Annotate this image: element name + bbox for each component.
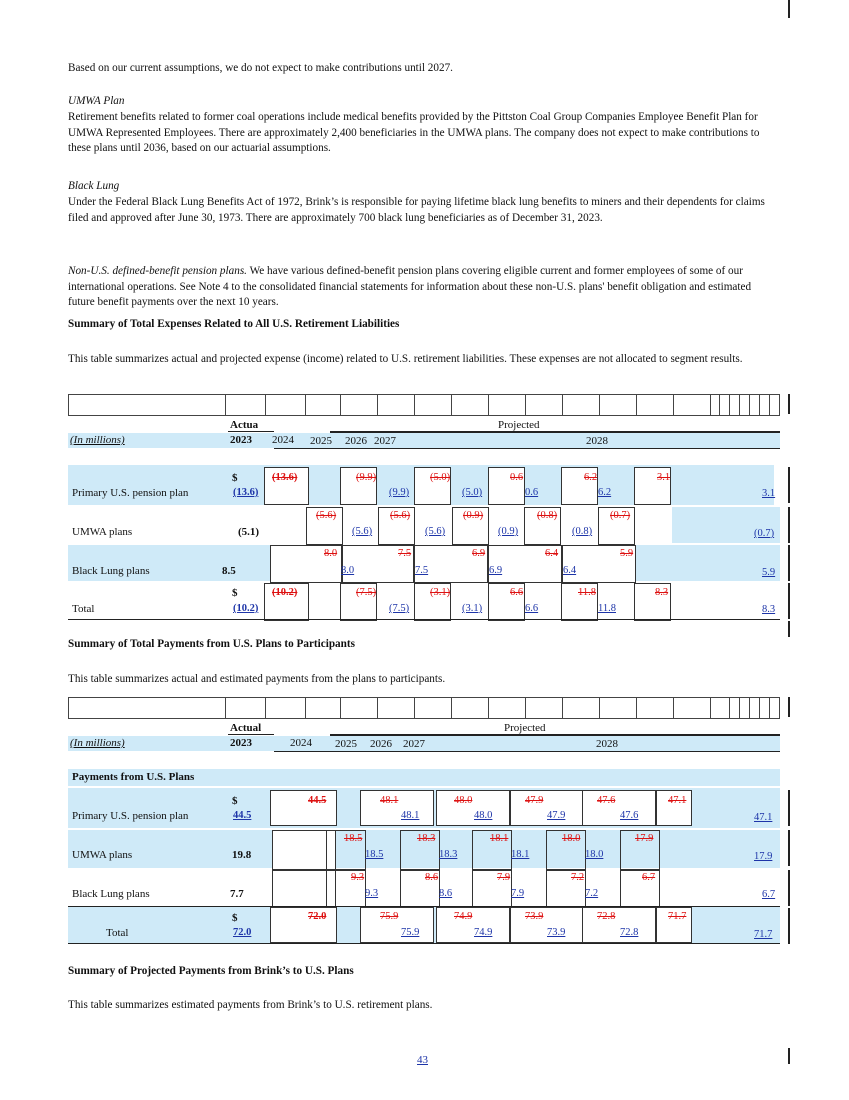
struck-value: (13.6): [272, 472, 298, 483]
payments-grid-row: [68, 697, 780, 719]
payments-year-2023: 2023: [230, 737, 252, 749]
payments-year-2025: 2025: [335, 738, 357, 750]
inserted-value: 48.0: [474, 810, 493, 821]
struck-value: 3.1: [657, 472, 671, 483]
change-bar: [788, 467, 790, 503]
inserted-value: 6.4: [563, 565, 577, 576]
change-bar: [788, 697, 790, 717]
struck-value: (5.0): [430, 472, 451, 483]
inserted-value: (5.0): [462, 487, 483, 498]
payments-year-2027: 2027: [403, 738, 425, 750]
expenses-grid-row: [68, 394, 780, 416]
struck-value: 11.8: [578, 587, 596, 598]
inserted-value: (0.9): [498, 526, 519, 537]
expenses-actual-value: 8.5: [222, 565, 236, 577]
struck-value: 44.5: [308, 795, 327, 806]
struck-value: 73.9: [525, 911, 544, 922]
change-bar: [788, 1048, 790, 1064]
struck-value: 6.2: [584, 472, 598, 483]
expenses-year-2027: 2027: [374, 435, 396, 447]
payments-actual-header: Actual: [230, 722, 262, 734]
inserted-value: (0.7): [754, 528, 775, 539]
change-bar: [788, 870, 790, 906]
expenses-row-label: Total: [72, 603, 95, 615]
inserted-value: 7.2: [585, 888, 599, 899]
struck-value: 18.5: [344, 833, 363, 844]
change-bar: [788, 583, 790, 619]
inserted-value: 48.1: [401, 810, 420, 821]
payments-actual-value: 72.0: [233, 927, 252, 938]
struck-value: 0.6: [510, 472, 524, 483]
struck-value: 6.9: [472, 548, 486, 559]
struck-value: 7.2: [571, 872, 585, 883]
expenses-actual-value: (5.1): [238, 526, 260, 538]
struck-value: (10.2): [272, 587, 298, 598]
struck-value: 6.6: [510, 587, 524, 598]
struck-value: 47.6: [597, 795, 616, 806]
payments-table-title: Summary of Total Payments from U.S. Plans to Participants: [68, 638, 355, 650]
inserted-value: 72.8: [620, 927, 639, 938]
change-bar: [788, 830, 790, 866]
inserted-value: (0.8): [572, 526, 593, 537]
dollar-sign: $: [232, 912, 238, 924]
struck-value: (0.9): [463, 510, 484, 521]
inserted-value: 47.9: [547, 810, 566, 821]
inserted-value: 74.9: [474, 927, 493, 938]
black-lung-heading: Black Lung: [68, 180, 120, 192]
inserted-value: 18.0: [585, 849, 604, 860]
expenses-table-description: This table summarizes actual and projected expense (income) related to U.S. retirement liabilities. These expenses are not allocated to segment results.: [68, 353, 743, 365]
umwa-heading: UMWA Plan: [68, 95, 125, 107]
inserted-value: 17.9: [754, 851, 773, 862]
struck-value: 48.0: [454, 795, 473, 806]
payments-row-label: Total: [106, 927, 129, 939]
inserted-value: 7.9: [511, 888, 525, 899]
expenses-year-2028: 2028: [586, 435, 608, 447]
struck-value: 17.9: [635, 833, 654, 844]
expenses-year-2023: 2023: [230, 434, 252, 446]
payments-year-2028: 2028: [596, 738, 618, 750]
expenses-actual-header: Actua: [230, 419, 259, 431]
expenses-year-2026: 2026: [345, 435, 367, 447]
struck-value: (5.6): [390, 510, 411, 521]
black-lung-paragraph: Under the Federal Black Lung Benefits Act of 1972, Brink’s is responsible for paying lifetime black lung benefits to miners and their dependents for claims filed and approved after June 30, 1973. There are approximately 700 black lung beneficiaries as of December 31, 2023.: [68, 196, 765, 224]
inserted-value: 0.6: [525, 487, 539, 498]
struck-value: 8.6: [425, 872, 439, 883]
struck-value: 7.5: [398, 548, 412, 559]
struck-value: 75.9: [380, 911, 399, 922]
inserted-value: 11.8: [598, 603, 616, 614]
struck-value: 5.9: [620, 548, 634, 559]
inserted-value: (5.6): [352, 526, 373, 537]
expenses-row-label: Primary U.S. pension plan: [72, 487, 189, 499]
expenses-projected-header: Projected: [498, 419, 540, 431]
expenses-row-label: UMWA plans: [72, 526, 133, 538]
payments-actual-value: 44.5: [233, 810, 252, 821]
struck-value: 8.0: [324, 548, 338, 559]
payments-section-label: Payments from U.S. Plans: [72, 771, 195, 783]
change-bar: [788, 908, 790, 944]
expenses-year-2024: 2024: [272, 434, 294, 446]
struck-value: 47.1: [668, 795, 687, 806]
struck-value: 72.0: [308, 911, 327, 922]
inserted-value: 71.7: [754, 929, 773, 940]
projected-payments-description: This table summarizes estimated payments from Brink’s to U.S. retirement plans.: [68, 999, 433, 1011]
struck-value: (7.5): [356, 587, 377, 598]
inserted-value: 18.1: [511, 849, 530, 860]
projected-payments-title: Summary of Projected Payments from Brink’s to U.S. Plans: [68, 965, 354, 977]
non-us-paragraph: [68, 264, 768, 311]
inserted-value: 6.9: [489, 565, 503, 576]
expenses-actual-value: (10.2): [233, 603, 259, 614]
expenses-table-title: Summary of Total Expenses Related to All U.S. Retirement Liabilities: [68, 318, 400, 330]
struck-value: 71.7: [668, 911, 687, 922]
change-bar: [788, 0, 790, 18]
umwa-paragraph: Retirement benefits related to former coal operations include medical benefits provided by the Pittston Coal Group Companies Employee Benefit Plan for UMWA Represented Employees. There are approximately 2,400 beneficiaries in the UMWA plans. The company does not expect to make contributions to these plans until 2036, based on our actuarial assumptions.: [68, 111, 760, 154]
payments-row-label: Black Lung plans: [72, 888, 150, 900]
page-number[interactable]: 43: [417, 1054, 428, 1066]
inserted-value: 47.1: [754, 812, 773, 823]
inserted-value: (7.5): [389, 603, 410, 614]
struck-value: 18.0: [562, 833, 581, 844]
non-us-body: We have various defined-benefit pension plans covering eligible current and former employees of some of our international operations. See Note 4 to the consolidated financial statements for information about these non-U.S. plans' benefit obligation and estimated future benefit payments over the next 10 years.: [68, 265, 752, 308]
struck-value: 6.7: [642, 872, 656, 883]
expenses-actual-value: (13.6): [233, 487, 259, 498]
inserted-value: (3.1): [462, 603, 483, 614]
payments-table-description: This table summarizes actual and estimated payments from the plans to participants.: [68, 673, 446, 685]
inserted-value: 6.6: [525, 603, 539, 614]
struck-value: 18.3: [417, 833, 436, 844]
struck-value: (3.1): [430, 587, 451, 598]
struck-value: 9.3: [351, 872, 365, 883]
inserted-value: 8.6: [439, 888, 453, 899]
struck-value: 18.1: [490, 833, 509, 844]
struck-value: 74.9: [454, 911, 473, 922]
payments-row-label: UMWA plans: [72, 849, 133, 861]
payments-year-2024: 2024: [290, 737, 312, 749]
dollar-sign: $: [232, 472, 238, 484]
payments-actual-value: 7.7: [230, 888, 244, 900]
inserted-value: 73.9: [547, 927, 566, 938]
expenses-year-2025: 2025: [310, 435, 332, 447]
struck-value: 6.4: [545, 548, 559, 559]
struck-value: (0.7): [610, 510, 631, 521]
struck-value: (9.9): [356, 472, 377, 483]
change-bar: [788, 394, 790, 414]
inserted-value: 47.6: [620, 810, 639, 821]
struck-value: 8.3: [655, 587, 669, 598]
struck-value: (5.6): [316, 510, 337, 521]
payments-year-2026: 2026: [370, 738, 392, 750]
inserted-value: 3.1: [762, 488, 776, 499]
change-bar: [788, 621, 790, 637]
inserted-value: 8.0: [341, 565, 355, 576]
struck-value: 7.9: [497, 872, 511, 883]
inserted-value: 9.3: [365, 888, 379, 899]
struck-value: (0.8): [537, 510, 558, 521]
payments-actual-value: 19.8: [232, 849, 252, 861]
payments-projected-header: Projected: [504, 722, 546, 734]
inserted-value: 18.5: [365, 849, 384, 860]
struck-value: 47.9: [525, 795, 544, 806]
dollar-sign: $: [232, 587, 238, 599]
change-bar: [788, 545, 790, 581]
inserted-value: 7.5: [415, 565, 429, 576]
inserted-value: 75.9: [401, 927, 420, 938]
change-bar: [788, 507, 790, 543]
payments-row-label: Primary U.S. pension plan: [72, 810, 189, 822]
dollar-sign: $: [232, 795, 238, 807]
inserted-value: 8.3: [762, 604, 776, 615]
expenses-unit-label: (In millions): [70, 434, 125, 446]
inserted-value: 5.9: [762, 567, 776, 578]
inserted-value: 6.7: [762, 889, 776, 900]
inserted-value: (9.9): [389, 487, 410, 498]
change-bar: [788, 790, 790, 826]
struck-value: 48.1: [380, 795, 399, 806]
inserted-value: (5.6): [425, 526, 446, 537]
struck-value: 72.8: [597, 911, 616, 922]
inserted-value: 18.3: [439, 849, 458, 860]
payments-unit-label: (In millions): [70, 737, 125, 749]
contributions-paragraph: Based on our current assumptions, we do not expect to make contributions until 2027.: [68, 62, 453, 74]
non-us-heading: Non-U.S. defined-benefit pension plans.: [68, 265, 247, 277]
expenses-row-label: Black Lung plans: [72, 565, 150, 577]
inserted-value: 6.2: [598, 487, 612, 498]
